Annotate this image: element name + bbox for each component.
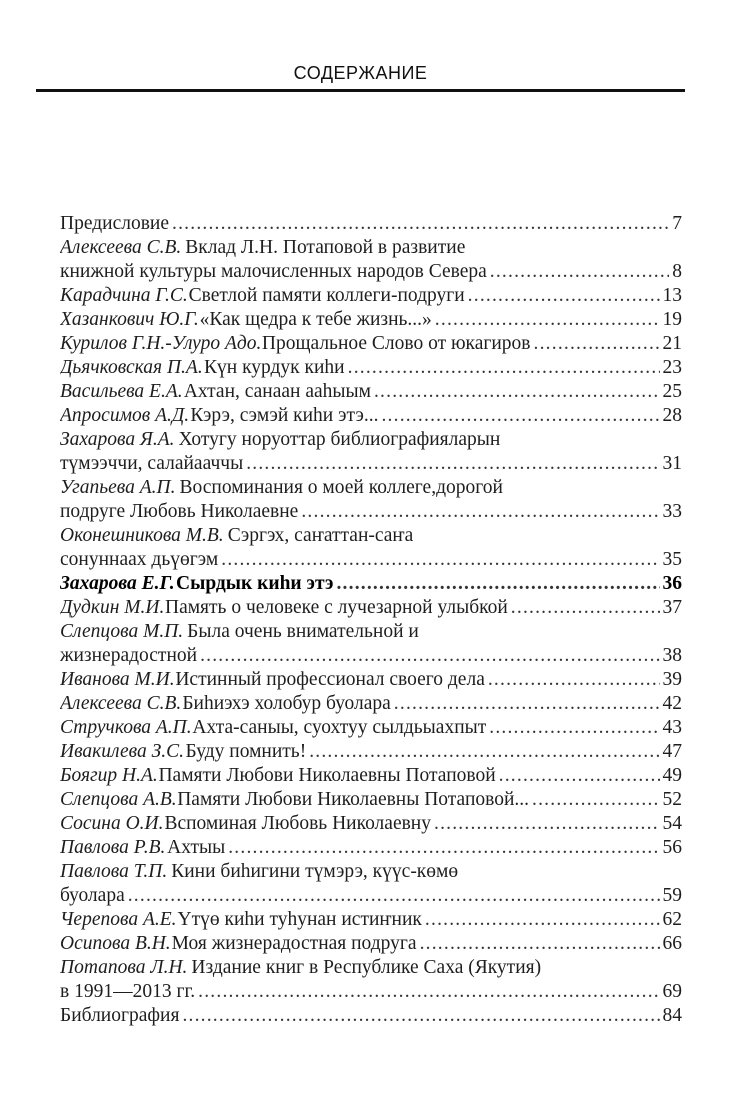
toc-title: Вклад Л.Н. Потаповой в развитие xyxy=(185,237,466,258)
toc-author: Захарова Е.Г. xyxy=(60,573,175,594)
toc-line xyxy=(60,1004,682,1028)
toc-line xyxy=(60,812,682,836)
dot-leader xyxy=(182,1004,659,1028)
dot-leader xyxy=(420,932,660,956)
toc-page-number: 13 xyxy=(662,285,682,306)
toc-author: Павлова Т.П. xyxy=(60,861,168,882)
toc-author: Сосина О.И. xyxy=(60,813,164,834)
toc-author: Иванова М.И. xyxy=(60,669,175,690)
toc-author: Осипова В.Н. xyxy=(60,933,171,954)
toc-author: Дудкин М.И. xyxy=(60,597,165,618)
toc-entry[interactable] xyxy=(60,620,682,668)
toc-author: Слепцова А.В. xyxy=(60,789,177,810)
toc-author: Захарова Я.А. xyxy=(60,429,175,450)
toc-page-number: 38 xyxy=(662,645,682,666)
toc-page-number: 56 xyxy=(662,837,682,858)
toc-title: Память о человеке с лучезарной улыбкой xyxy=(164,597,508,618)
toc-title: Вспоминая Любовь Николаевну xyxy=(164,813,431,834)
toc-page-number: 28 xyxy=(662,405,682,426)
toc-line xyxy=(60,284,682,308)
toc-line xyxy=(60,908,682,932)
toc-line xyxy=(60,236,682,260)
toc-line xyxy=(60,524,682,548)
toc-entry[interactable] xyxy=(60,956,682,1004)
toc-author: Алексеева С.В. xyxy=(60,693,182,714)
toc-page-number: 52 xyxy=(662,789,682,810)
dot-leader xyxy=(511,596,660,620)
toc-title-continued: сонуннаах дьүөгэм xyxy=(60,549,219,570)
toc-line xyxy=(60,308,682,332)
toc-page-number: 84 xyxy=(662,1005,682,1026)
toc-page-number: 47 xyxy=(662,741,682,762)
toc-author: Потапова Л.Н. xyxy=(60,957,188,978)
toc-entry[interactable] xyxy=(60,596,682,620)
toc-page-number: 37 xyxy=(662,597,682,618)
toc-page-number: 49 xyxy=(662,765,682,786)
dot-leader xyxy=(228,836,659,860)
toc-title: Библиография xyxy=(60,1005,180,1026)
toc-title: Кини биhигини түмэрэ, күүс-көмө xyxy=(171,861,459,882)
toc-title: Күн курдук киhи xyxy=(204,357,345,378)
toc-entry[interactable] xyxy=(60,668,682,692)
toc-page-number: 23 xyxy=(662,357,682,378)
toc-entry[interactable] xyxy=(60,716,682,740)
toc-author: Стручкова А.П. xyxy=(60,717,192,738)
toc-page-number: 33 xyxy=(662,501,682,522)
toc-page-number: 42 xyxy=(662,693,682,714)
dot-leader xyxy=(434,812,660,836)
toc-author: Дьячковская П.А. xyxy=(60,357,203,378)
toc-title: Буду помнить! xyxy=(185,741,307,762)
dot-leader xyxy=(221,548,659,572)
toc-page-number: 35 xyxy=(662,549,682,570)
header-rule xyxy=(36,89,685,92)
toc-line xyxy=(60,884,682,908)
toc-page-number: 62 xyxy=(662,909,682,930)
dot-leader xyxy=(198,980,659,1004)
toc-page-number: 21 xyxy=(662,333,682,354)
toc-author: Карадчина Г.С. xyxy=(60,285,188,306)
toc-entry[interactable] xyxy=(60,404,682,428)
toc-entry[interactable] xyxy=(60,836,682,860)
toc-author: Слепцова М.П. xyxy=(60,621,184,642)
dot-leader xyxy=(381,404,659,428)
toc-title: Истинный профессионал своего дела xyxy=(175,669,485,690)
dot-leader xyxy=(301,500,659,524)
toc-line xyxy=(60,404,682,428)
toc-line xyxy=(60,596,682,620)
toc-title: Памяти Любови Николаевны Потаповой... xyxy=(177,789,530,810)
toc-line xyxy=(60,668,682,692)
toc-entry[interactable] xyxy=(60,764,682,788)
toc-line xyxy=(60,860,682,884)
toc-line xyxy=(60,548,682,572)
toc-page-number: 43 xyxy=(662,717,682,738)
dot-leader xyxy=(246,452,659,476)
toc-entry[interactable] xyxy=(60,860,682,908)
toc-entry[interactable] xyxy=(60,740,682,764)
toc-line xyxy=(60,980,682,1004)
dot-leader xyxy=(374,380,660,404)
toc-author: Ивакилева З.С. xyxy=(60,741,185,762)
toc-author: Оконешникова М.В. xyxy=(60,525,224,546)
toc-title: Памяти Любови Николаевны Потаповой xyxy=(158,765,496,786)
toc-author: Боягир Н.А. xyxy=(60,765,158,786)
toc-page-number: 36 xyxy=(662,573,682,594)
toc-entry[interactable] xyxy=(60,356,682,380)
dot-leader xyxy=(394,692,660,716)
toc-title: «Как щедра к тебе жизнь...» xyxy=(199,309,432,330)
dot-leader xyxy=(499,764,660,788)
toc-title-continued: в 1991—2013 гг. xyxy=(60,981,196,1002)
toc-entry[interactable] xyxy=(60,308,682,332)
dot-leader xyxy=(435,308,660,332)
toc-author: Васильева Е.А. xyxy=(60,381,183,402)
toc-page-number: 8 xyxy=(672,261,682,282)
toc-page-number: 25 xyxy=(662,381,682,402)
toc-entry[interactable] xyxy=(60,212,682,236)
toc-page-number: 39 xyxy=(662,669,682,690)
toc-page-number: 59 xyxy=(662,885,682,906)
toc-author: Алексеева С.В. xyxy=(60,237,182,258)
toc-line xyxy=(60,788,682,812)
toc-line xyxy=(60,476,682,500)
toc-line xyxy=(60,500,682,524)
toc-entry[interactable] xyxy=(60,788,682,812)
toc-line xyxy=(60,212,682,236)
dot-leader xyxy=(336,572,659,596)
dot-leader xyxy=(309,740,659,764)
dot-leader xyxy=(200,644,659,668)
dot-leader xyxy=(468,284,660,308)
toc-author: Угапьева А.П. xyxy=(60,477,176,498)
toc-entry[interactable] xyxy=(60,284,682,308)
dot-leader xyxy=(425,908,660,932)
dot-leader xyxy=(490,260,669,284)
toc-entry[interactable] xyxy=(60,908,682,932)
toc-title: Ахтан, санаан ааhыым xyxy=(183,381,371,402)
toc-entry[interactable] xyxy=(60,524,682,572)
toc-line xyxy=(60,572,682,596)
toc-line xyxy=(60,716,682,740)
toc-title: Была очень внимательной и xyxy=(187,621,419,642)
toc-author: Хазанкович Ю.Г. xyxy=(60,309,199,330)
toc-title: Сэргэх, саҥаттан-саҥа xyxy=(227,525,414,546)
toc-entry[interactable] xyxy=(60,236,682,284)
toc-entry[interactable] xyxy=(60,572,682,596)
toc-entry[interactable] xyxy=(60,428,682,476)
toc-title: Биhиэхэ холобур буолара xyxy=(182,693,391,714)
toc-line xyxy=(60,332,682,356)
toc-entry[interactable] xyxy=(60,1004,682,1028)
toc-line xyxy=(60,836,682,860)
toc-title: Кэрэ, сэмэй киhи этэ... xyxy=(190,405,379,426)
toc-entry[interactable] xyxy=(60,476,682,524)
dot-leader xyxy=(489,716,659,740)
toc-title: Ахта-саныы, суохтуу сылдьыахпыт xyxy=(192,717,487,738)
toc-author: Апросимов А.Д. xyxy=(60,405,190,426)
toc-title: Хотугу норуоттар библиографияларын xyxy=(178,429,501,450)
table-of-contents xyxy=(60,212,682,1028)
dot-leader xyxy=(534,332,660,356)
toc-title: Предисловие xyxy=(60,213,170,234)
page-title: СОДЕРЖАНИЕ xyxy=(293,63,428,83)
dot-leader xyxy=(128,884,660,908)
toc-line xyxy=(60,932,682,956)
toc-entry[interactable] xyxy=(60,380,682,404)
toc-line xyxy=(60,764,682,788)
toc-title: Издание книг в Республике Саха (Якутия) xyxy=(191,957,542,978)
toc-line xyxy=(60,428,682,452)
toc-line xyxy=(60,956,682,980)
toc-author: Черепова А.Е. xyxy=(60,909,177,930)
toc-entry[interactable] xyxy=(60,932,682,956)
page-header xyxy=(36,62,685,92)
toc-line xyxy=(60,452,682,476)
toc-page-number: 69 xyxy=(662,981,682,1002)
toc-title: Прощальное Слово от юкагиров xyxy=(261,333,531,354)
toc-page-number: 7 xyxy=(672,213,682,234)
dot-leader xyxy=(532,788,659,812)
toc-title-continued: книжной культуры малочисленных народов Севера xyxy=(60,261,487,282)
toc-title-continued: түмээччи, салайааччы xyxy=(60,453,244,474)
toc-page-number: 54 xyxy=(662,813,682,834)
dot-leader xyxy=(172,212,669,236)
toc-title: Воспоминания о моей коллеге,дорогой xyxy=(179,477,503,498)
dot-leader xyxy=(348,356,660,380)
toc-line xyxy=(60,380,682,404)
toc-entry[interactable] xyxy=(60,692,682,716)
toc-title-continued: подруге Любовь Николаевне xyxy=(60,501,299,522)
toc-line xyxy=(60,740,682,764)
dot-leader xyxy=(488,668,660,692)
toc-page-number: 31 xyxy=(662,453,682,474)
toc-page-number: 19 xyxy=(662,309,682,330)
toc-title: Моя жизнерадостная подруга xyxy=(171,933,417,954)
toc-line xyxy=(60,644,682,668)
toc-page-number: 66 xyxy=(662,933,682,954)
toc-line xyxy=(60,260,682,284)
toc-author: Курилов Г.Н.-Улуро Адо. xyxy=(60,333,262,354)
toc-title: Үтүө киhи туhунан истиҥник xyxy=(177,909,422,930)
toc-title: Ахтыы xyxy=(167,837,226,858)
toc-entry[interactable] xyxy=(60,812,682,836)
toc-line xyxy=(60,356,682,380)
toc-entry[interactable] xyxy=(60,332,682,356)
toc-title-continued: жизнерадостной xyxy=(60,645,198,666)
toc-title: Светлой памяти коллеги-подруги xyxy=(188,285,465,306)
toc-line xyxy=(60,692,682,716)
toc-line xyxy=(60,620,682,644)
toc-author: Павлова Р.В. xyxy=(60,837,166,858)
toc-title: Сырдык киhи этэ xyxy=(176,573,334,594)
toc-title-continued: буолара xyxy=(60,885,125,906)
